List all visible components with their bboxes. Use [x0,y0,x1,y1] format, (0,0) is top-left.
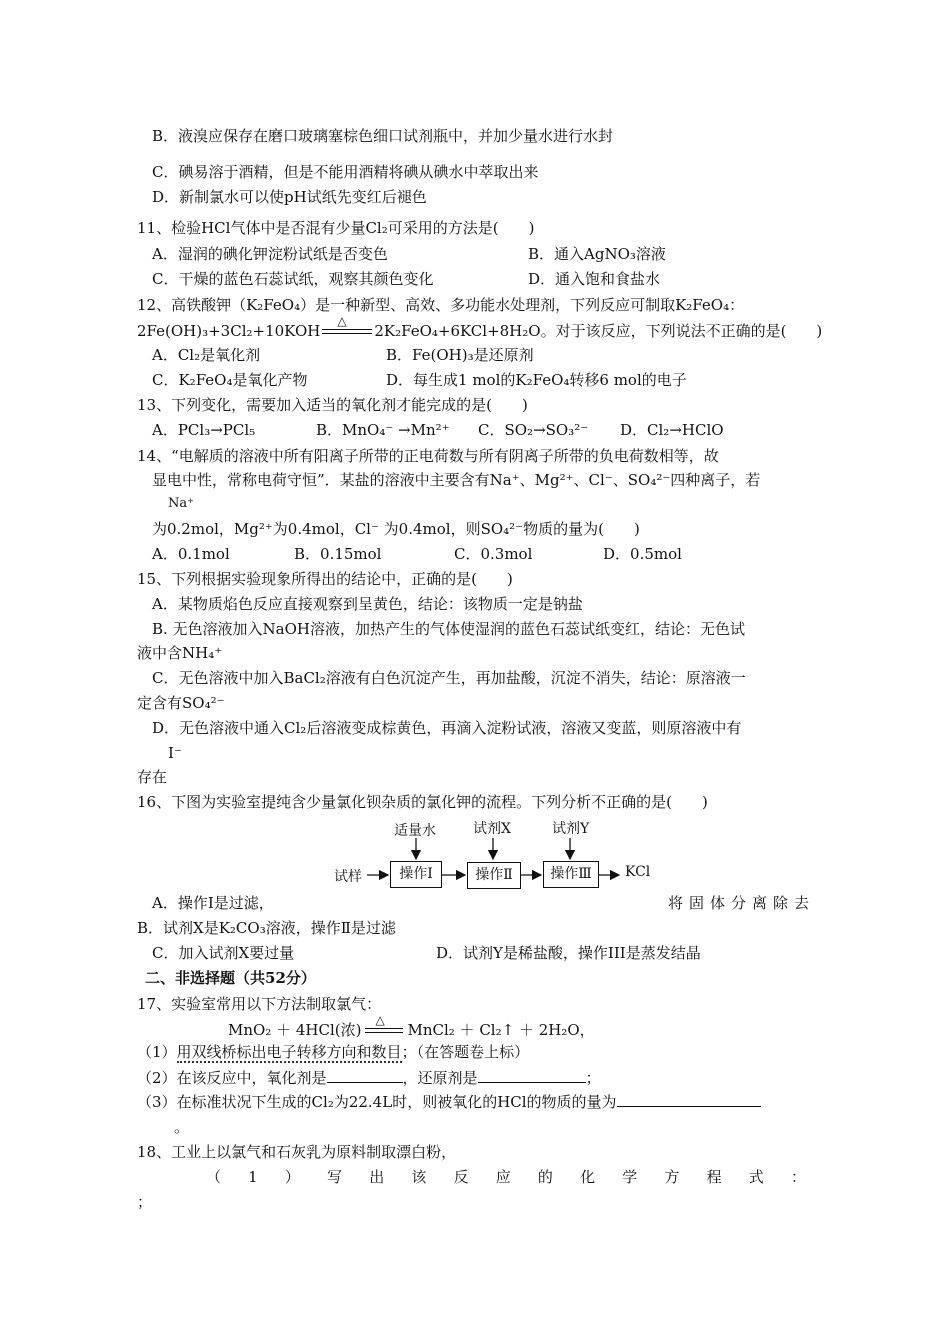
q18-part-1-char: 程 [706,1168,722,1186]
q14-option-a: A．0.1mol [152,545,230,563]
q18-part-1-char: ： [790,1168,806,1186]
q17-part-2 [137,1068,601,1088]
hcl-amount-blank[interactable] [617,1092,761,1107]
q18-part-1-char: 应 [495,1168,511,1186]
q18-part-1 [206,1167,806,1187]
q10-option-c: C．碘易溶于酒精，但是不能用酒精将碘从碘水中萃取出来 [152,163,539,181]
q18-part-1-char: 的 [537,1168,553,1186]
q17-eq-arrow [361,1013,407,1040]
q16-option-a-right: 将固体分离除去 [668,894,816,912]
q16-option-a-left: A．操作Ⅰ是过滤， [152,894,274,912]
q14-option-d: D．0.5mol [603,545,682,563]
flow-operation-3-box: 操作Ⅲ [543,861,599,888]
q14-option-b: B．0.15mol [294,545,382,563]
q17-part-2-text-b: ，还原剂是 [402,1069,478,1087]
q18-part-1-end: ； [137,1193,153,1211]
q10-option-b: B．液溴应保存在磨口玻璃塞棕色细口试剂瓶中，并加少量水进行水封 [152,127,614,145]
oxidant-blank[interactable] [327,1068,403,1083]
flow-reagent-y-label: 试剂Y [552,821,590,837]
q17-eq-right: MnCl₂ ＋ Cl₂↑ ＋ 2H₂O， [407,1021,595,1039]
q13-option-a: A．PCl₃→PCl₅ [152,421,256,439]
q17-part-2-text-a: （2）在该反应中，氧化剂是 [137,1069,327,1087]
q12-stem: 12、高铁酸钾（K₂FeO₄）是一种新型、高效、多功能水处理剂，下列反应可制取K₂FeO₄： [137,296,745,314]
q18-part-1-char: 学 [622,1168,638,1186]
q11-option-b: B．通入AgNO₃溶液 [528,245,666,263]
q11-stem: 11、检验HCl气体中是否混有少量Cl₂可采用的方法是( ) [137,219,535,237]
q18-stem: 18、工业上以氯气和石灰乳为原料制取漂白粉， [137,1143,457,1161]
flow-sample-label: 试样 [334,869,362,885]
q17-part-3 [137,1092,761,1112]
q13-option-d: D．Cl₂→HClO [620,421,724,439]
q12-option-a: A．Cl₂是氧化剂 [152,346,261,364]
flow-product-label: KCl [625,864,651,880]
q18-part-1-char: （ [206,1168,222,1186]
q15-option-b-line-1: B. 无色溶液加入NaOH溶液，加热产生的气体使湿润的蓝色石蕊试纸变红，结论：无色试 [152,620,746,638]
q18-part-1-char: 写 [327,1168,343,1186]
q17-equation [228,1013,595,1040]
section-2-heading: 二、非选择题（共52分） [145,969,316,987]
q14-line-1: 14、“电解质的溶液中所有阳离子所带的正电荷数与所有阴离子所带的负电荷数相等，故 [137,447,719,465]
q13-option-b: B．MnO₄⁻ →Mn²⁺ [316,421,450,439]
q12-option-c: C．K₂FeO₄是氧化产物 [152,371,308,389]
flow-reagent-x-label: 试剂X [473,821,511,837]
q17-part-2-text-c: ； [585,1069,601,1087]
heat-symbol: △ [375,1013,385,1027]
q18-part-1-char: 出 [369,1168,385,1186]
q18-part-1-char: ） [284,1168,300,1186]
reductant-blank[interactable] [478,1068,586,1083]
q15-option-d-line-1: D．无色溶液中通入Cl₂后溶液变成棕黄色，再滴入淀粉试液，溶液又变蓝，则原溶液中有 [152,719,742,737]
q12-option-d: D．每生成1 mol的K₂FeO₄转移6 mol的电子 [386,371,687,389]
q17-part-1 [137,1042,529,1062]
q14-line-2: 显电中性，常称电荷守恒”．某盐的溶液中主要含有Na⁺、Mg²⁺、Cl⁻、SO₄²⁻四种离子，若 [152,471,761,489]
q13-option-c: C．SO₂→SO₃²⁻ [478,421,589,439]
flow-operation-2-box: 操作Ⅱ [467,862,521,889]
q17-eq-left: MnO₂ ＋ 4HCl(浓) [228,1021,362,1039]
q12-option-b: B．Fe(OH)₃是还原剂 [386,346,534,364]
q16-option-c: C．加入试剂X要过量 [152,944,295,962]
q17-stem: 17、实验室常用以下方法制取氯气： [137,995,382,1013]
q18-part-1-char: 方 [664,1168,680,1186]
q14-line-3: Na⁺ [168,496,194,511]
q17-part-1-number: （1） [137,1043,177,1061]
q12-eq-arrow [320,314,374,341]
flow-water-label: 适量水 [394,823,436,839]
q11-option-c: C．干燥的蓝色石蕊试纸，观察其颜色变化 [152,270,434,288]
q14-option-c: C．0.3mol [454,545,533,563]
q16-option-b: B．试剂X是K₂CO₃溶液，操作Ⅱ是过滤 [137,919,396,937]
q15-option-c-line-1: C．无色溶液中加入BaCl₂溶液有白色沉淀产生，再加盐酸，沉淀不消失，结论：原溶液一 [152,669,746,687]
q18-part-1-char: 化 [580,1168,596,1186]
q18-part-1-char: 反 [453,1168,469,1186]
q12-equation [137,314,823,341]
q14-line-4: 为0.2mol，Mg²⁺为0.4mol，Cl⁻ 为0.4mol，则SO₄²⁻物质的量为( ) [152,520,640,538]
q16-stem: 16、下图为实验室提纯含少量氯化钡杂质的氯化钾的流程。下列分析不正确的是( ) [137,793,708,811]
q11-option-a: A．湿润的碘化钾淀粉试纸是否变色 [152,245,388,263]
q18-part-1-char: 式 [748,1168,764,1186]
heat-symbol: △ [337,314,347,328]
q18-part-1-char: 1 [248,1168,258,1186]
q10-option-d: D．新制氯水可以使pH试纸先变红后褪色 [152,188,427,206]
q15-option-b-line-2: 液中含NH₄⁺ [137,644,223,662]
q11-option-d: D．通入饱和食盐水 [528,270,661,288]
q17-part-1-emphasis: 用双线桥标出电子转移方向和数目 [176,1043,402,1061]
flow-operation-1-box: 操作Ⅰ [390,861,442,888]
q15-option-c-line-2: 定含有SO₄²⁻ [137,694,225,712]
q17-part-1-note: ；（在答题卷上标） [401,1043,530,1061]
q15-option-d-line-3: 存在 [137,768,168,786]
q15-option-a: A．某物质焰色反应直接观察到呈黄色，结论：该物质一定是钠盐 [152,595,583,613]
q15-option-d-line-2: I⁻ [168,744,182,762]
q17-part-3-text: （3）在标准状况下生成的Cl₂为22.4L时，则被氧化的HCl的物质的量为 [137,1093,617,1111]
q13-stem: 13、下列变化，需要加入适当的氧化剂才能完成的是( ) [137,396,528,414]
q16-option-d: D．试剂Y是稀盐酸，操作III是蒸发结晶 [436,944,701,962]
q17-part-3-end: 。 [174,1118,190,1136]
q12-eq-left: 2Fe(OH)₃+3Cl₂+10KOH [137,322,321,340]
q15-stem: 15、下列根据实验现象所得出的结论中，正确的是( ) [137,570,513,588]
q18-part-1-char: 该 [411,1168,427,1186]
q12-eq-right: 2K₂FeO₄+6KCl+8H₂O。对于该反应，下列说法不正确的是( ) [374,322,823,340]
